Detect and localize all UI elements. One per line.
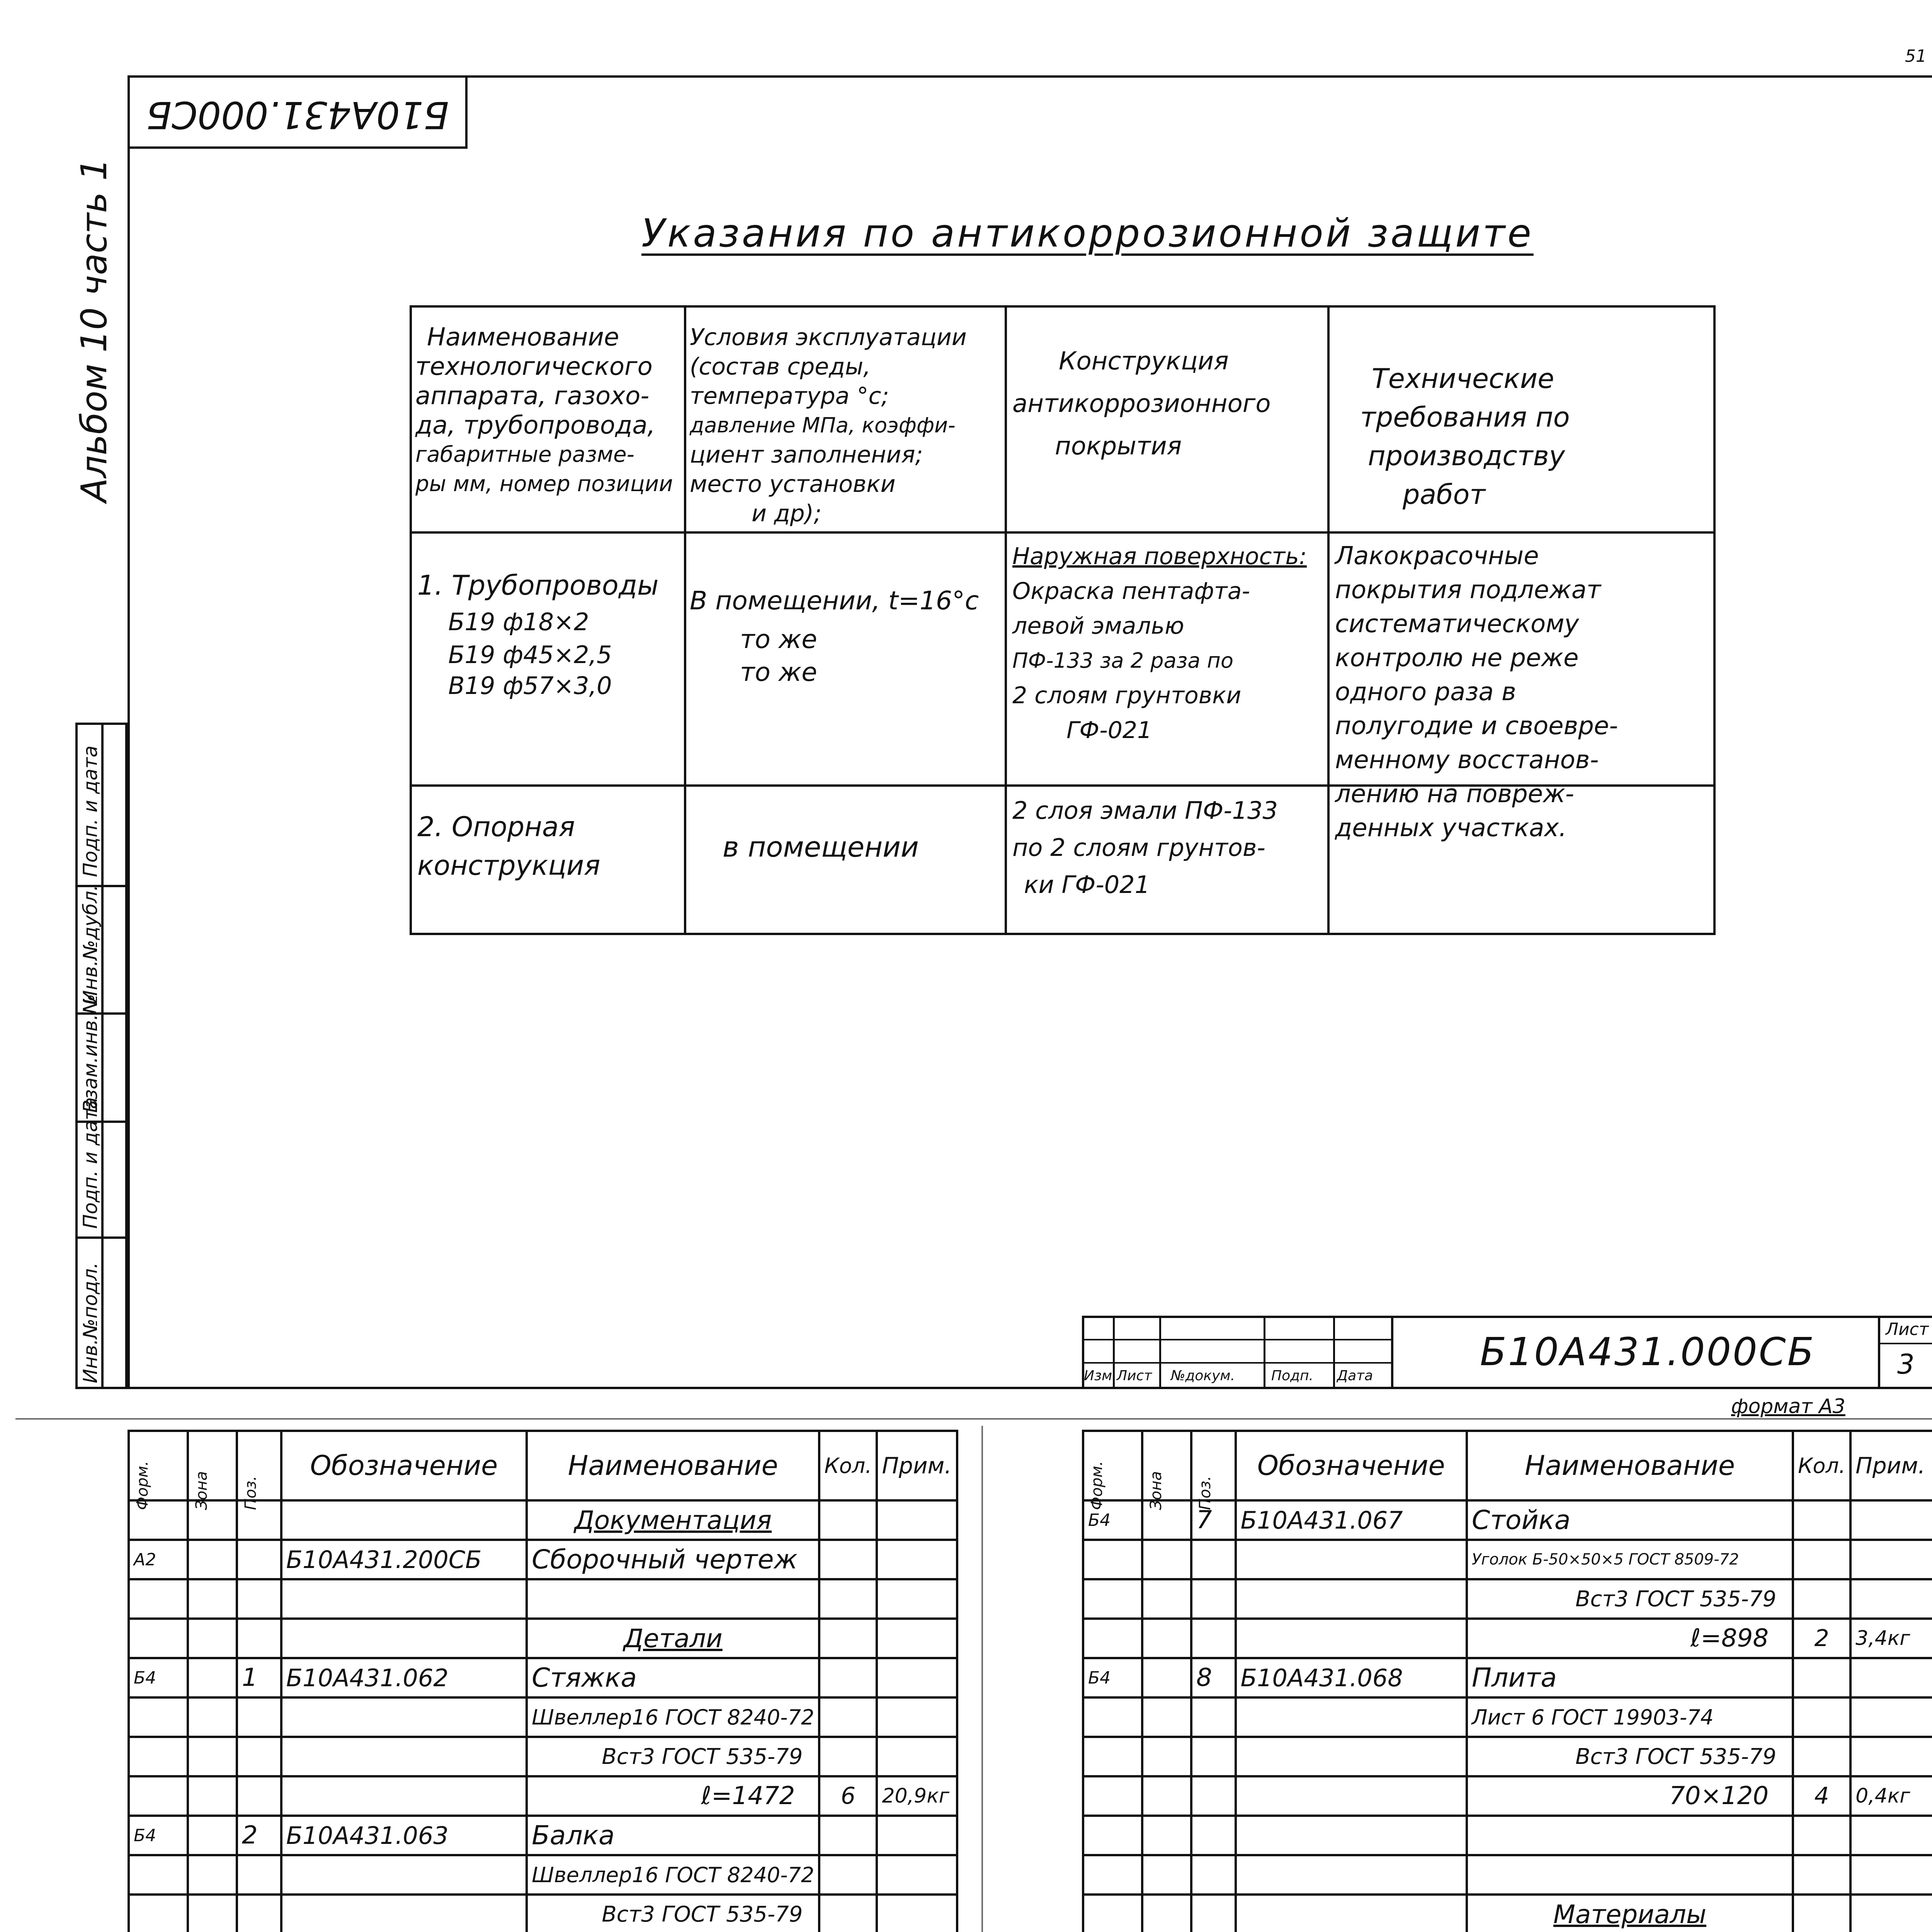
row1-requirements — [1335, 539, 1618, 845]
table-cell — [129, 1697, 188, 1737]
table-row — [1083, 1895, 1932, 1932]
spec-header: Наименование — [1467, 1431, 1793, 1500]
table-cell: Б4 — [1083, 1500, 1142, 1540]
table-cell — [1793, 1658, 1850, 1697]
table-cell — [129, 1895, 188, 1932]
table-col-divider — [684, 305, 686, 935]
table-cell: 0,4кг — [1850, 1776, 1932, 1816]
table-cell — [1083, 1776, 1142, 1816]
spec-header: Обозначение — [1236, 1431, 1467, 1500]
table-cell — [1083, 1895, 1142, 1932]
table-cell: ℓ=898 — [1467, 1619, 1793, 1658]
table-cell — [1191, 1855, 1236, 1895]
table-cell — [281, 1500, 527, 1540]
page-number: 51 — [1905, 46, 1927, 66]
table-cell: Швеллер16 ГОСТ 8240-72 — [527, 1855, 819, 1895]
spec-header: Обозначение — [281, 1431, 527, 1500]
spec-header — [188, 1431, 237, 1510]
spec-header — [129, 1431, 188, 1510]
table-cell: Детали — [527, 1619, 819, 1658]
cell-line: 2. Опорная — [417, 811, 575, 843]
sheet-separator — [981, 1426, 983, 1932]
table-cell — [1850, 1895, 1932, 1932]
cell-line: денных участках. — [1335, 814, 1567, 842]
table-cell — [281, 1895, 527, 1932]
table-header-requirements — [1360, 359, 1570, 514]
table-row — [129, 1776, 957, 1816]
table-cell: Плита — [1467, 1658, 1793, 1697]
mirrored-code: Б10А431.000СБ — [146, 93, 449, 136]
left-spec-table — [128, 1430, 958, 1932]
table-cell — [188, 1776, 237, 1816]
table-cell — [819, 1895, 877, 1932]
spec-header — [1191, 1431, 1236, 1510]
table-cell — [129, 1737, 188, 1776]
table-cell — [877, 1619, 957, 1658]
cell-line: ки ГФ-021 — [1024, 871, 1150, 899]
table-cell — [1850, 1658, 1932, 1697]
table-cell: Балка — [527, 1816, 819, 1855]
table-cell — [1850, 1579, 1932, 1619]
table-cell — [819, 1816, 877, 1855]
table-cell: Материалы — [1467, 1895, 1793, 1932]
stamp-label: Взам.инв.№ — [79, 994, 102, 1113]
table-row — [1083, 1737, 1932, 1776]
table-row — [129, 1579, 957, 1619]
table-row — [129, 1895, 957, 1932]
header-line: да, трубопровода, — [415, 411, 655, 440]
cell-line: покрытия подлежат — [1335, 576, 1601, 604]
header-line: давление МПа, коэффи- — [690, 413, 956, 437]
spec-header — [237, 1431, 281, 1510]
cell-line: то же — [740, 657, 817, 687]
table-row — [1083, 1855, 1932, 1895]
header-line: производству — [1368, 440, 1565, 472]
table-row — [1083, 1540, 1932, 1579]
table-cell: А2 — [129, 1540, 188, 1579]
table-cell: Б4 — [129, 1658, 188, 1697]
cell-line: контролю не реже — [1335, 644, 1579, 672]
table-cell: 8 — [1191, 1658, 1236, 1697]
table-header-name — [415, 323, 673, 499]
table-cell: Б10А431.068 — [1236, 1658, 1467, 1697]
table-cell — [819, 1619, 877, 1658]
table-cell — [1793, 1697, 1850, 1737]
spec-header: Прим. — [1850, 1431, 1932, 1500]
table-cell — [1793, 1579, 1850, 1619]
table-cell — [1191, 1697, 1236, 1737]
spec-header — [1142, 1431, 1191, 1510]
cell-line: менному восстанов- — [1335, 746, 1599, 774]
table-cell — [877, 1697, 957, 1737]
tb-line — [1082, 1339, 1391, 1340]
table-row — [1083, 1658, 1932, 1697]
table-cell — [1793, 1500, 1850, 1540]
spec-header: Кол. — [1793, 1431, 1850, 1500]
table-cell: Вст3 ГОСТ 535-79 — [527, 1737, 819, 1776]
cell-line: систематическому — [1335, 610, 1579, 638]
table-cell — [1793, 1855, 1850, 1895]
spec-header: Наименование — [527, 1431, 819, 1500]
cell-line: лению на повреж- — [1335, 780, 1574, 808]
stamp-label: Подп. и дата — [79, 1097, 102, 1229]
table-cell — [877, 1540, 957, 1579]
table-cell: 2 — [1793, 1619, 1850, 1658]
table-cell — [1191, 1895, 1236, 1932]
table-cell — [1083, 1697, 1142, 1737]
header-line: (состав среды, — [690, 353, 871, 380]
table-cell — [1236, 1855, 1467, 1895]
table-cell — [281, 1579, 527, 1619]
table-cell — [1236, 1737, 1467, 1776]
table-cell — [819, 1658, 877, 1697]
table-cell — [1191, 1776, 1236, 1816]
header-line: и др); — [752, 500, 822, 527]
sheet-label: Лист — [1886, 1320, 1929, 1339]
table-cell — [1083, 1540, 1142, 1579]
table-cell — [819, 1737, 877, 1776]
table-row — [1083, 1816, 1932, 1855]
table-cell — [1236, 1816, 1467, 1855]
table-cell: Б10А431.063 — [281, 1816, 527, 1855]
table-row — [129, 1737, 957, 1776]
header-line: Технические — [1372, 363, 1554, 395]
table-cell: Б4 — [1083, 1658, 1142, 1697]
table-cell — [1142, 1697, 1191, 1737]
table-cell — [1850, 1540, 1932, 1579]
table-cell — [819, 1697, 877, 1737]
tb-line — [1878, 1343, 1932, 1344]
table-row — [129, 1816, 957, 1855]
table-cell: 1 — [237, 1658, 281, 1697]
sheet-separator — [15, 1418, 1932, 1420]
table-row — [129, 1619, 957, 1658]
header-line: Конструкция — [1059, 347, 1229, 376]
table-cell: Вст3 ГОСТ 535-79 — [1467, 1579, 1793, 1619]
table-row — [129, 1540, 957, 1579]
table-cell: Б4 — [129, 1816, 188, 1855]
tb-line — [1159, 1316, 1161, 1389]
header-line: место установки — [690, 471, 896, 498]
cell-line: В помещении, t=16°с — [690, 586, 979, 616]
table-cell: 3,4кг — [1850, 1619, 1932, 1658]
table-cell — [1191, 1619, 1236, 1658]
table-col-divider — [1327, 305, 1330, 935]
table-cell — [877, 1579, 957, 1619]
row2-conditions: в помещении — [723, 831, 919, 863]
header-line: технологического — [415, 352, 653, 381]
spec-header-text: Форм. — [1088, 1461, 1106, 1510]
table-cell — [1236, 1619, 1467, 1658]
table-row — [1083, 1579, 1932, 1619]
table-cell: Лист 6 ГОСТ 19903-74 — [1467, 1697, 1793, 1737]
table-cell — [877, 1895, 957, 1932]
table-cell — [1142, 1895, 1191, 1932]
tb-col-label: Дата — [1337, 1368, 1373, 1384]
table-cell — [188, 1579, 237, 1619]
spec-header-text: Зона — [1147, 1471, 1165, 1510]
table-cell — [1083, 1855, 1142, 1895]
table-cell — [281, 1776, 527, 1816]
table-row — [129, 1697, 957, 1737]
cell-line: полугодие и своевре- — [1335, 712, 1618, 740]
table-cell — [877, 1500, 957, 1540]
table-cell — [188, 1619, 237, 1658]
cell-line: Лакокрасочные — [1335, 542, 1539, 570]
table-cell — [1191, 1540, 1236, 1579]
spec-header-row — [129, 1431, 957, 1500]
tb-line — [1878, 1316, 1880, 1389]
table-cell — [237, 1619, 281, 1658]
row1-coating — [1012, 539, 1307, 748]
table-cell — [1142, 1816, 1191, 1855]
cell-line: ГФ-021 — [1066, 717, 1152, 744]
cell-line: конструкция — [417, 850, 600, 881]
table-col-divider — [1005, 305, 1007, 935]
cell-line: В19 ф57×3,0 — [448, 672, 612, 700]
header-line: габаритные разме- — [415, 442, 634, 467]
table-cell — [1142, 1855, 1191, 1895]
table-cell — [281, 1619, 527, 1658]
spec-header: Кол. — [819, 1431, 877, 1500]
table-cell — [129, 1579, 188, 1619]
table-cell — [1142, 1658, 1191, 1697]
table-cell: 70×120 — [1467, 1776, 1793, 1816]
table-cell — [1083, 1579, 1142, 1619]
table-cell — [129, 1776, 188, 1816]
tb-line — [1082, 1362, 1391, 1364]
table-header-coating — [1012, 340, 1271, 468]
table-cell — [1142, 1737, 1191, 1776]
table-cell — [1850, 1500, 1932, 1540]
table-cell — [1236, 1895, 1467, 1932]
tb-line — [1264, 1316, 1265, 1389]
table-cell — [188, 1855, 237, 1895]
table-cell: ℓ=1472 — [527, 1776, 819, 1816]
cell-line: то же — [740, 624, 817, 654]
cell-line: 2 слоя эмали ПФ-133 — [1012, 796, 1278, 825]
spec-header-text: Поз. — [1196, 1476, 1214, 1510]
table-cell — [281, 1737, 527, 1776]
row1-name — [417, 566, 658, 701]
spec-header-text: Поз. — [242, 1476, 260, 1510]
drawing-code: Б10А431.000СБ — [1480, 1329, 1816, 1374]
table-cell — [1191, 1579, 1236, 1619]
table-cell — [1083, 1737, 1142, 1776]
table-cell: Документация — [527, 1500, 819, 1540]
table-cell — [1850, 1737, 1932, 1776]
table-cell — [819, 1540, 877, 1579]
cell-line: по 2 слоям грунтов- — [1012, 833, 1265, 862]
right-spec-table — [1082, 1430, 1932, 1932]
table-cell — [1793, 1737, 1850, 1776]
header-line: ры мм, номер позиции — [415, 471, 673, 497]
cell-line: Окраска пентафта- — [1012, 578, 1250, 605]
spec-header — [1083, 1431, 1142, 1510]
spec-header-text: Форм. — [134, 1461, 151, 1510]
table-cell: Стойка — [1467, 1500, 1793, 1540]
table-header-conditions — [690, 323, 967, 528]
stamp-label: Инв.№подл. — [79, 1262, 102, 1383]
table-cell — [1142, 1579, 1191, 1619]
table-cell — [237, 1895, 281, 1932]
row2-name — [417, 808, 600, 885]
sheet-number: 3 — [1897, 1349, 1915, 1380]
header-line: работ — [1403, 479, 1486, 510]
table-cell — [188, 1697, 237, 1737]
header-line: требования по — [1360, 401, 1570, 433]
table-cell: Вст3 ГОСТ 535-79 — [527, 1895, 819, 1932]
table-cell — [188, 1737, 237, 1776]
table-cell — [237, 1579, 281, 1619]
table-cell — [1083, 1816, 1142, 1855]
table-row — [129, 1658, 957, 1697]
header-line: циент заполнения; — [690, 441, 923, 468]
stamp-divider — [75, 1236, 128, 1239]
tb-col-label: Лист — [1117, 1368, 1152, 1384]
tb-line — [1333, 1316, 1335, 1389]
table-cell — [237, 1540, 281, 1579]
table-cell: 7 — [1191, 1500, 1236, 1540]
table-cell: Б10А431.062 — [281, 1658, 527, 1697]
table-cell — [877, 1855, 957, 1895]
header-line: температура °с; — [690, 383, 889, 410]
table-cell — [1236, 1579, 1467, 1619]
page-title: Указания по антикоррозионной защите — [641, 211, 1534, 256]
spec-header-text: Зона — [193, 1471, 211, 1510]
table-cell — [1142, 1540, 1191, 1579]
table-cell — [1850, 1697, 1932, 1737]
header-line: аппарата, газохо- — [415, 382, 650, 410]
table-cell — [188, 1658, 237, 1697]
table-cell — [877, 1737, 957, 1776]
tb-line — [1391, 1316, 1393, 1389]
stamp-label: Инв.№дубл. — [79, 884, 102, 1005]
table-cell — [819, 1579, 877, 1619]
tb-col-label: Изм — [1084, 1368, 1112, 1384]
table-row — [1083, 1776, 1932, 1816]
table-cell — [1793, 1540, 1850, 1579]
table-cell — [1850, 1816, 1932, 1855]
cell-line: левой эмалью — [1012, 612, 1184, 639]
header-line: антикоррозионного — [1012, 389, 1271, 418]
table-cell — [188, 1816, 237, 1855]
table-row — [129, 1855, 957, 1895]
table-row — [1083, 1619, 1932, 1658]
table-cell — [1793, 1895, 1850, 1932]
table-cell: Уголок Б-50×50×5 ГОСТ 8509-72 — [1467, 1540, 1793, 1579]
table-cell — [237, 1855, 281, 1895]
row2-coating — [1012, 792, 1278, 903]
spec-header-row — [1083, 1431, 1932, 1500]
table-cell — [129, 1619, 188, 1658]
table-cell — [1467, 1855, 1793, 1895]
table-cell: 4 — [1793, 1776, 1850, 1816]
cell-line: Наружная поверхность: — [1012, 543, 1307, 570]
table-cell — [1191, 1816, 1236, 1855]
table-row-divider — [410, 531, 1716, 534]
table-cell — [237, 1776, 281, 1816]
header-line: покрытия — [1055, 432, 1182, 461]
table-cell — [237, 1737, 281, 1776]
table-cell — [188, 1540, 237, 1579]
table-cell — [1236, 1540, 1467, 1579]
table-cell — [1850, 1855, 1932, 1895]
table-cell: Стяжка — [527, 1658, 819, 1697]
table-cell — [1236, 1776, 1467, 1816]
table-cell: Швеллер16 ГОСТ 8240-72 — [527, 1697, 819, 1737]
table-cell: Б10А431.067 — [1236, 1500, 1467, 1540]
tb-col-label: Подп. — [1271, 1368, 1313, 1384]
header-line: Наименование — [427, 323, 619, 352]
format-label: формат А3 — [1731, 1395, 1845, 1418]
cell-line: одного раза в — [1335, 678, 1516, 706]
table-cell: Сборочный чертеж — [527, 1540, 819, 1579]
table-cell — [129, 1855, 188, 1895]
table-cell: Б10А431.200СБ — [281, 1540, 527, 1579]
cell-line: ПФ-133 за 2 раза по — [1012, 648, 1233, 673]
table-cell: 2 — [237, 1816, 281, 1855]
cell-line: 2 слоям грунтовки — [1012, 682, 1242, 709]
table-cell — [819, 1500, 877, 1540]
cell-line: Б19 ф45×2,5 — [448, 641, 612, 669]
table-cell — [1793, 1816, 1850, 1855]
table-cell — [1467, 1816, 1793, 1855]
row1-conditions — [690, 582, 979, 686]
tb-line — [1113, 1316, 1115, 1389]
table-cell: 20,9кг — [877, 1776, 957, 1816]
table-cell — [281, 1697, 527, 1737]
table-cell — [819, 1855, 877, 1895]
header-line: Условия эксплуатации — [690, 324, 967, 351]
table-row — [1083, 1697, 1932, 1737]
spec-header: Прим. — [877, 1431, 957, 1500]
table-cell — [1142, 1776, 1191, 1816]
album-label: Альбом 10 часть 1 — [73, 158, 115, 502]
table-cell — [1191, 1737, 1236, 1776]
table-cell: Вст3 ГОСТ 535-79 — [1467, 1737, 1793, 1776]
table-cell: 6 — [819, 1776, 877, 1816]
stamp-label: Подп. и дата — [79, 745, 102, 877]
table-cell — [877, 1816, 957, 1855]
mirrored-code-stamp — [128, 75, 468, 149]
table-cell — [237, 1697, 281, 1737]
table-cell — [527, 1579, 819, 1619]
table-cell — [281, 1855, 527, 1895]
cell-line: 1. Трубопроводы — [417, 570, 659, 601]
tb-col-label: №докум. — [1171, 1368, 1235, 1384]
table-cell — [1142, 1619, 1191, 1658]
table-cell — [188, 1895, 237, 1932]
table-cell — [1236, 1697, 1467, 1737]
table-cell — [1083, 1619, 1142, 1658]
table-cell — [877, 1658, 957, 1697]
cell-line: Б19 ф18×2 — [448, 608, 589, 636]
